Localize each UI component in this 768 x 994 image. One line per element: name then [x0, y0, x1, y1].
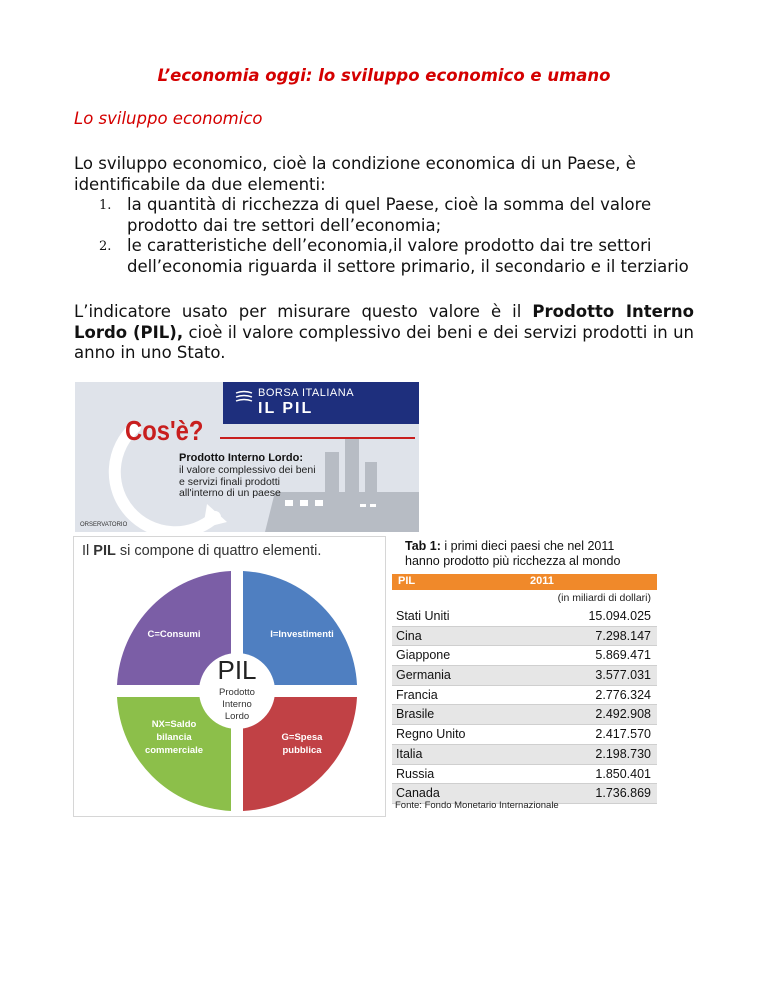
center-label-line: Prodotto — [219, 687, 255, 698]
country-cell: Stati Uniti — [396, 609, 450, 623]
country-cell: Giappone — [396, 648, 451, 663]
country-cell: Francia — [396, 687, 438, 702]
gdp-table — [392, 536, 657, 816]
table-caption-bold: Tab 1: — [405, 539, 441, 553]
banner-divider — [220, 437, 415, 439]
indicator-text-post: cioè il valore complessivo dei beni e dei servizi prodotti in un anno in uno Stato. — [74, 322, 695, 362]
quadrant-label: NX=Saldo — [151, 719, 197, 730]
country-cell: Italia — [396, 746, 423, 761]
table-body — [392, 607, 657, 804]
pil-diagram — [73, 536, 386, 817]
borsa-banner-image — [75, 382, 419, 532]
indicator-paragraph — [74, 302, 694, 364]
table-source: Fonte: Fondo Monetario Internazionale — [395, 800, 559, 811]
center-label-big: PIL — [217, 655, 257, 685]
table-row — [392, 686, 657, 706]
banner-credit: ORSERVATORIO — [80, 522, 128, 528]
list-number: 1. — [99, 198, 112, 213]
quadrant-label: commerciale — [144, 745, 204, 756]
banner-brand-subtitle: IL PIL — [258, 400, 314, 417]
pil-quadrant-chart — [74, 537, 387, 818]
diagram-caption-bold: PIL — [93, 543, 116, 559]
table-caption — [405, 539, 620, 569]
table-row — [392, 607, 657, 627]
table-row — [392, 646, 657, 666]
table-row — [392, 745, 657, 765]
value-cell: 5.869.471 — [595, 648, 651, 663]
country-cell: Russia — [396, 766, 435, 781]
borsa-logo-icon — [235, 390, 253, 404]
banner-question: Cos'è? — [125, 415, 204, 446]
banner-definition-body: il valore complessivo dei beni e servizi finali prodotti all'interno di un paese — [179, 464, 316, 499]
center-label-line: Interno — [222, 699, 252, 710]
table-row — [392, 666, 657, 686]
document-title: L’economia oggi: lo sviluppo economico e umano — [157, 66, 611, 85]
value-cell: 2.417.570 — [595, 727, 651, 742]
quadrant-label: bilancia — [156, 732, 192, 743]
list-item-text: la quantità di ricchezza di quel Paese, cioè la somma del valore prodotto dai tre settori dell’economia; — [127, 195, 652, 235]
section-heading: Lo sviluppo economico — [74, 109, 263, 128]
center-label-line: Lordo — [224, 711, 250, 722]
quadrant-label: I=Investimenti — [270, 629, 334, 640]
table-header-col2: 2011 — [530, 575, 554, 587]
table-row — [392, 705, 657, 725]
table-header-col1: PIL — [398, 575, 416, 587]
country-cell: Regno Unito — [396, 727, 466, 742]
value-cell: 7.298.147 — [595, 628, 651, 643]
value-cell: 15.094.025 — [588, 609, 651, 623]
table-caption-line2: hanno prodotto più ricchezza al mondo — [405, 554, 621, 568]
table-header — [392, 574, 657, 590]
value-cell: 1.850.401 — [595, 766, 651, 781]
value-cell: 2.776.324 — [595, 687, 651, 702]
indicator-bold: Prodotto Interno Lordo (PIL), — [74, 302, 694, 342]
value-cell: 2.198.730 — [595, 746, 651, 761]
list-item-text: le caratteristiche dell’economia,il valore prodotto dai tre settori dell’economia riguarda il settore primario, il secondario e il terziario — [127, 236, 689, 276]
list-number: 2. — [99, 239, 112, 254]
quadrant-label: G=Spesa — [281, 732, 323, 743]
indicator-text-pre: L’indicatore usato per misurare questo valore è il — [74, 302, 533, 321]
banner-brand-name: BORSA ITALIANA — [258, 387, 355, 399]
quadrant-label: pubblica — [282, 745, 322, 756]
value-cell: 1.736.869 — [595, 786, 651, 801]
country-cell: Cina — [396, 628, 422, 643]
country-cell: Canada — [396, 786, 440, 801]
table-row — [392, 725, 657, 745]
table-caption-line1: i primi dieci paesi che nel 2011 — [440, 539, 615, 553]
table-row — [392, 627, 657, 647]
table-row — [392, 765, 657, 785]
country-cell: Brasile — [396, 707, 435, 722]
diagram-caption-pre: Il — [82, 543, 94, 559]
list-item — [74, 236, 694, 277]
elements-list — [74, 195, 694, 277]
intro-paragraph — [74, 154, 694, 277]
value-cell: 2.492.908 — [595, 707, 651, 722]
value-cell: 3.577.031 — [595, 668, 651, 683]
diagram-caption-post: si compone di quattro elementi. — [115, 543, 322, 559]
banner-definition-title: Prodotto Interno Lordo: — [179, 452, 304, 464]
list-item — [74, 195, 694, 236]
quadrant-label: C=Consumi — [147, 629, 201, 640]
table-unit: (in miliardi di dollari) — [557, 592, 651, 604]
country-cell: Germania — [396, 668, 451, 683]
intro-text: Lo sviluppo economico, cioè la condizione economica di un Paese, è identificabile da due elementi: — [74, 154, 636, 194]
